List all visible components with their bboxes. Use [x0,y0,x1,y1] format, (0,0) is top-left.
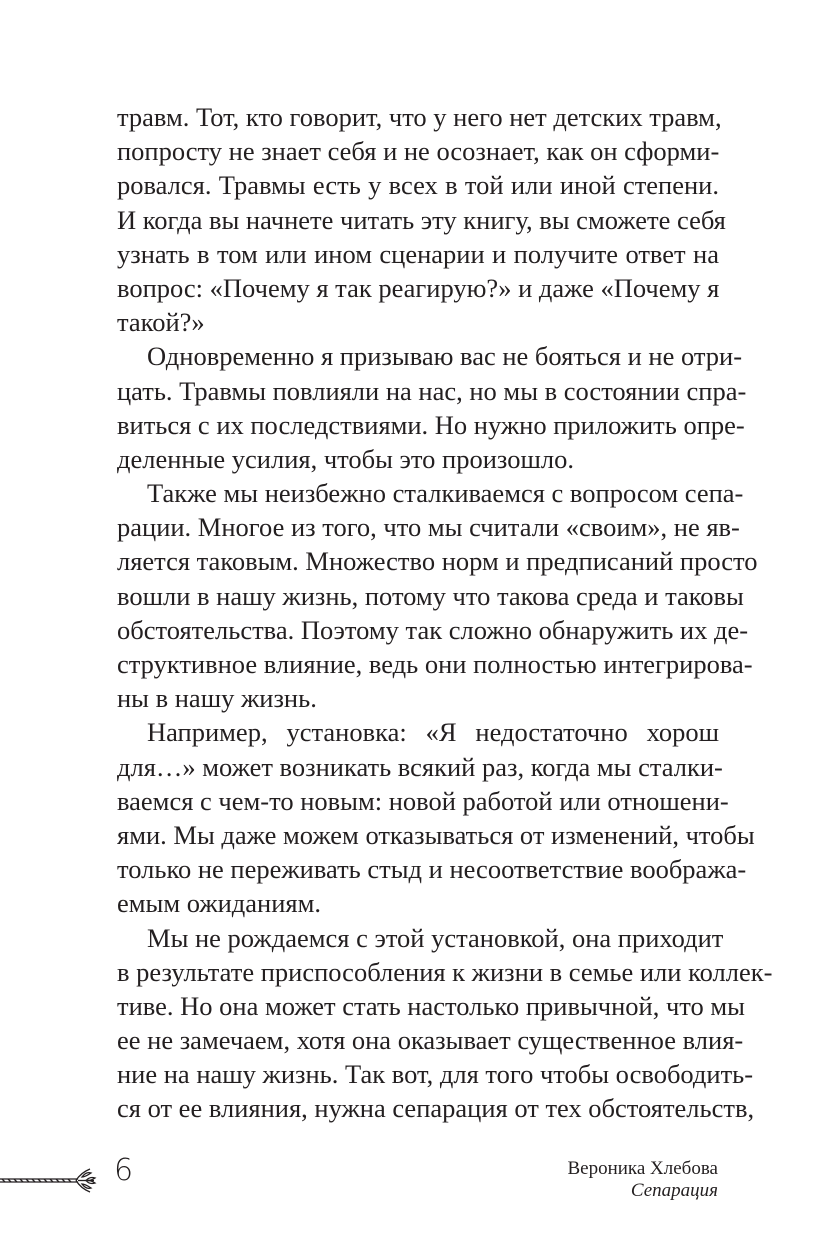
text-line: цать. Травмы повлияли на нас, но мы в состоянии спра- [117,375,747,406]
author-name: Вероника Хлебова [567,1158,718,1179]
text-line: ваемся с чем-то новым: новой работой или отношени- [117,785,729,816]
text-line: И когда вы начнете читать эту книгу, вы сможете себя [117,204,726,235]
text-line: деленные усилия, чтобы это произошло. [117,443,574,474]
text-line: для…» может возникать всякий раз, когда мы сталки- [117,751,723,782]
text-line: только не переживать стыд и несоответствие вообража- [117,854,747,885]
paragraph-4 [117,715,755,920]
page-body [117,100,773,1126]
text-line: ся от ее влияния, нужна сепарация от тех обстоятельств, [117,1093,755,1124]
text-line: виться с их последствиями. Но нужно приложить опре- [117,409,745,440]
wheat-ear-ornament-icon [0,1165,100,1195]
text-line: Мы не рождаемся с этой установкой, она приходит [147,922,724,953]
paragraph-1 [117,100,726,339]
text-line: вопрос: «Почему я так реагирую?» и даже «Почему я [117,272,720,303]
text-line: структивное влияние, ведь они полностью интегрирова- [117,649,753,679]
page-footer [0,1148,815,1208]
text-line: ляется таковым. Множество норм и предписаний просто [117,546,758,577]
text-line: узнать в том или ином сценарии и получите ответ на [117,238,719,269]
text-line: попросту не знает себя и не осознает, как он сформи- [117,136,720,167]
text-line: Например, установка: «Я недостаточно хорош [147,717,719,748]
text-line: в результате приспособления к жизни в семье или коллек- [117,956,773,987]
paragraph-5 [117,921,773,1126]
text-line: ее не замечаем, хотя она оказывает существенное влия- [117,1025,744,1056]
text-line: обстоятельства. Поэтому так сложно обнаружить их де- [117,614,749,645]
paragraph-3 [117,476,758,715]
running-head [567,1158,718,1202]
text-line: Одновременно я призываю вас не бояться и не отри- [147,341,743,372]
text-line: Также мы неизбежно сталкиваемся с вопросом сепа- [147,478,744,509]
text-line: емым ожиданиям. [117,888,322,919]
text-line: рации. Многое из того, что мы считали «своим», не яв- [117,512,740,543]
page-number: 6 [114,1153,134,1188]
text-line: тиве. Но она может стать настолько привычной, что мы [117,990,745,1021]
book-title: Сепарация [630,1180,718,1201]
text-line: такой?» [117,307,205,338]
text-line: ровался. Травмы есть у всех в той или иной степени. [117,170,719,201]
text-line: ние на нашу жизнь. Так вот, для того чтобы освободить- [117,1059,754,1090]
text-line: ны в нашу жизнь. [117,683,317,714]
text-line: вошли в нашу жизнь, потому что такова среда и таковы [117,580,744,611]
text-line: травм. Тот, кто говорит, что у него нет детских травм, [117,102,722,132]
paragraph-2 [117,339,747,476]
text-line: ями. Мы даже можем отказываться от изменений, чтобы [117,819,755,850]
